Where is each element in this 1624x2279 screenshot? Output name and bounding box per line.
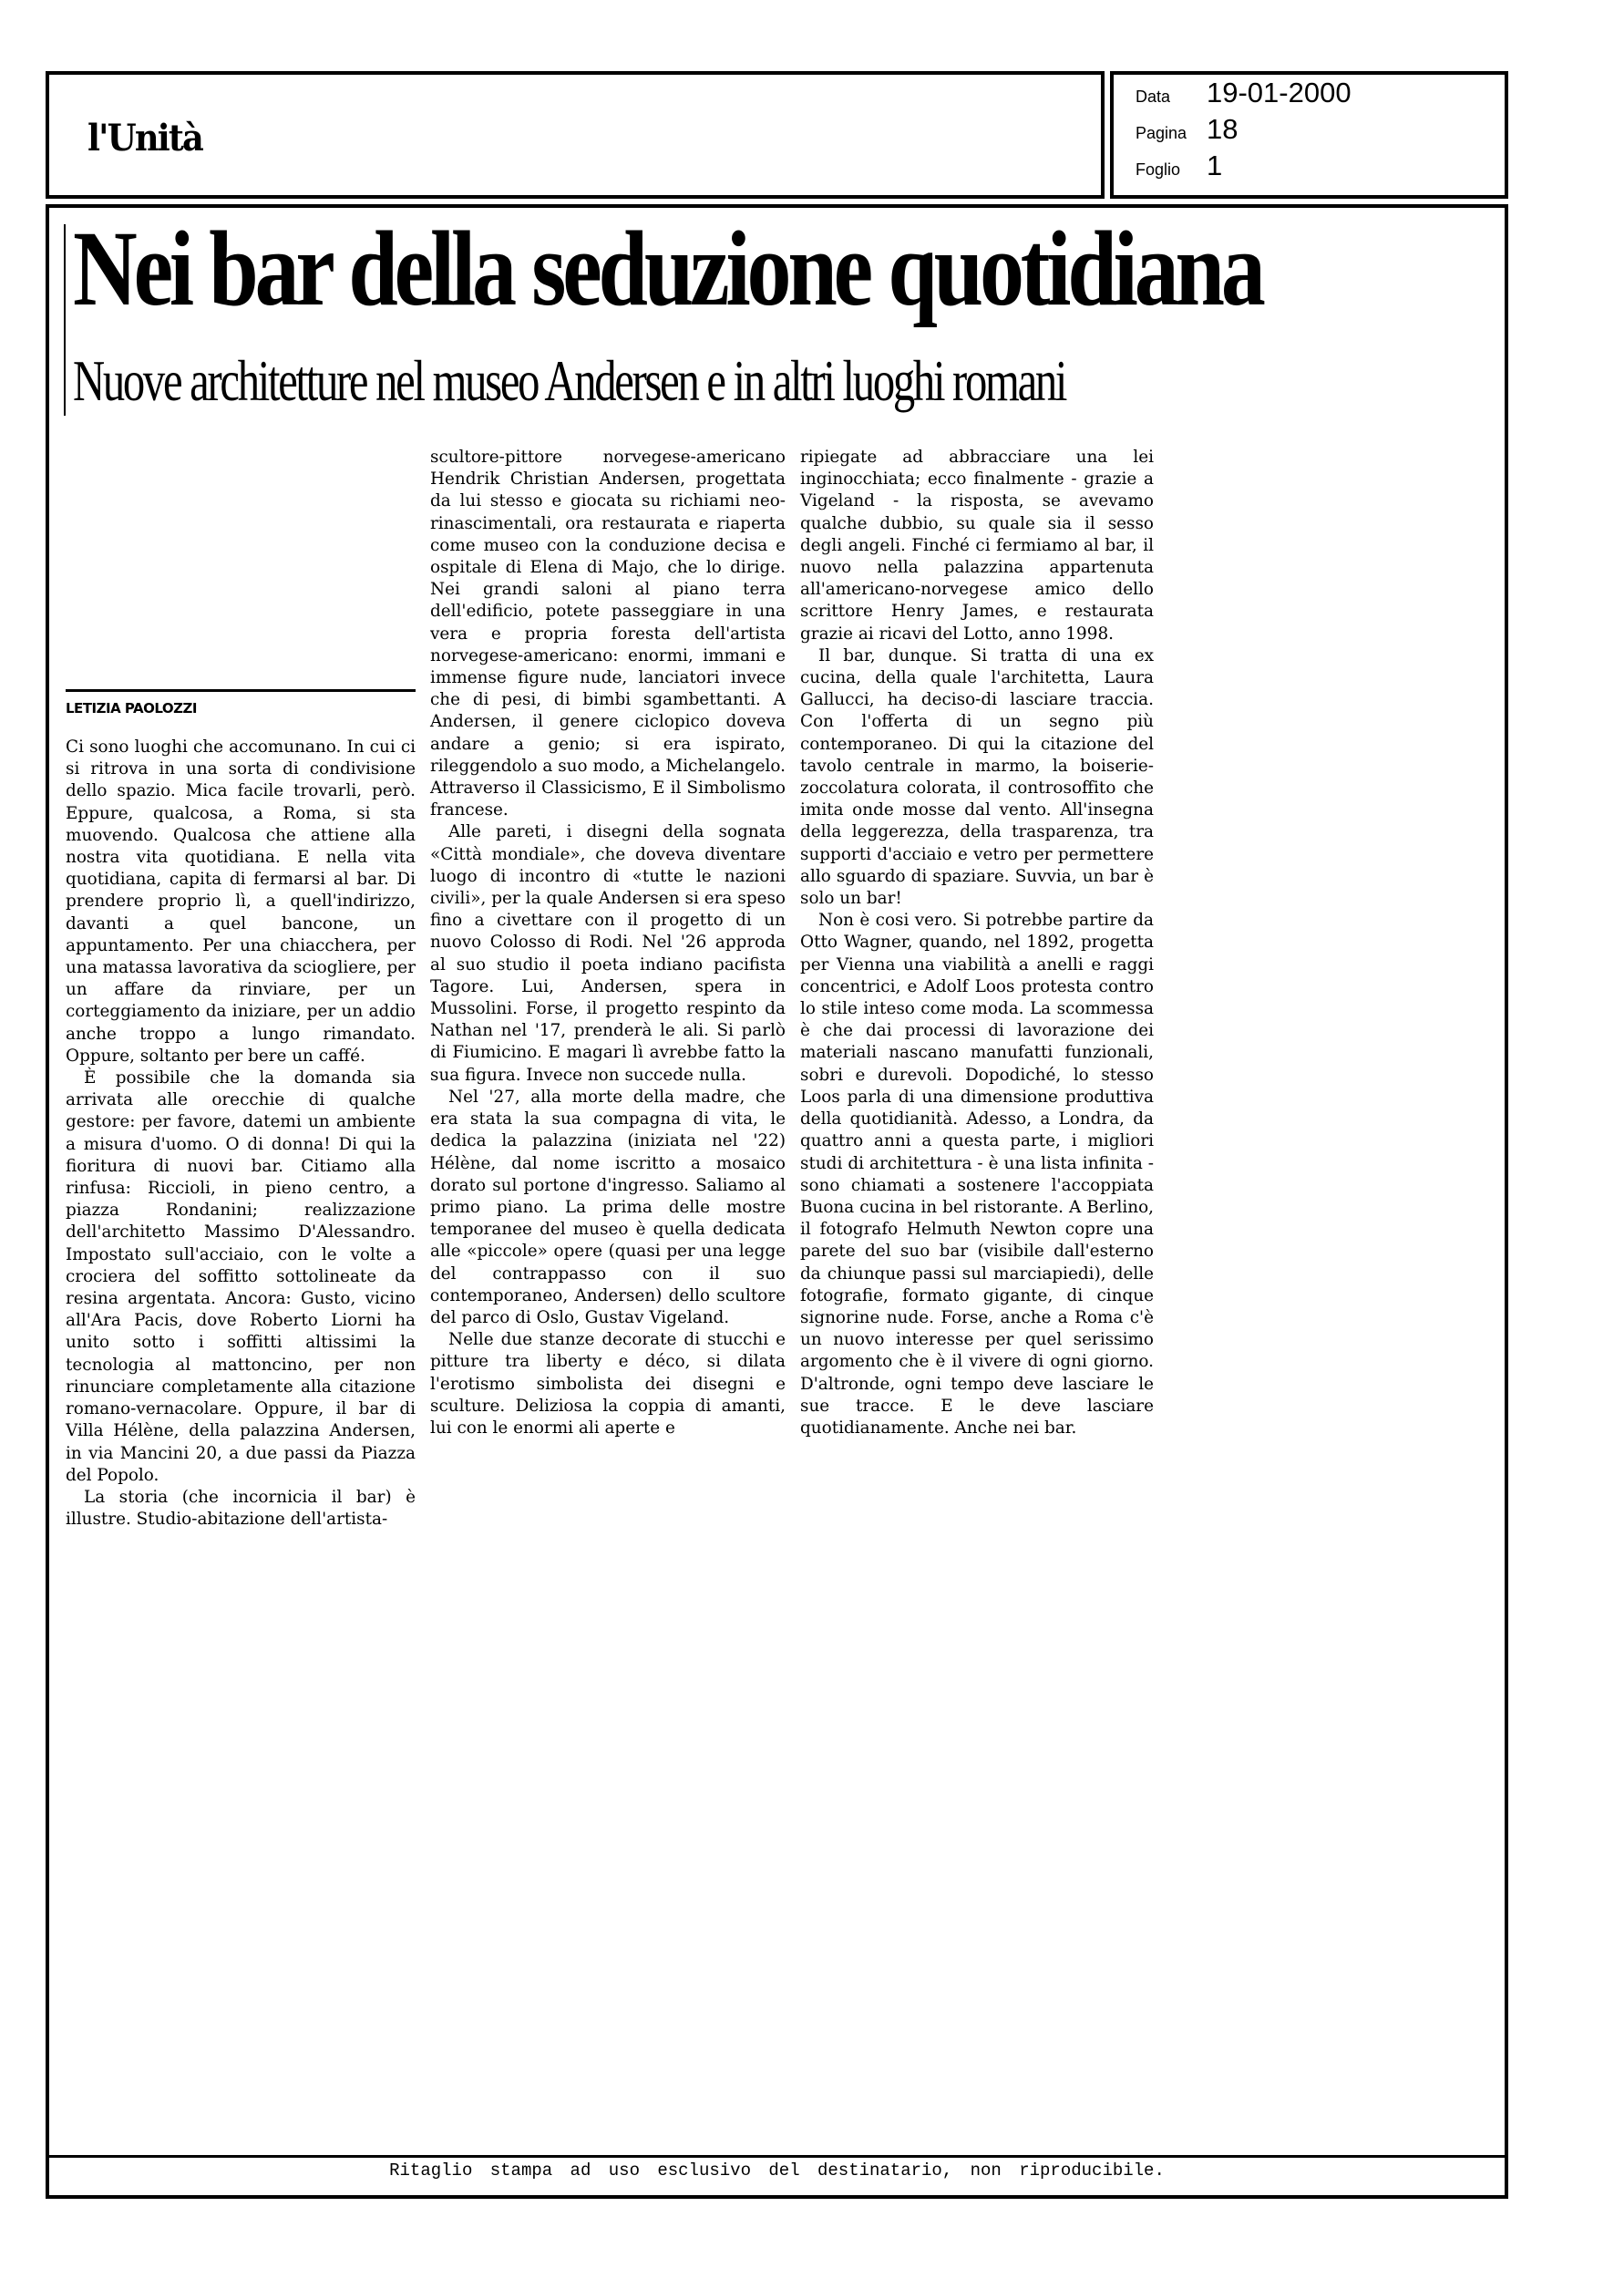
paragraph: ripiegate ad abbracciare una lei inginocchiata; ecco finalmente - grazie a Vigeland - la risposta, se avevamo qualche dubbio, su quale sia il sesso degli angeli. Finché ci fermiamo al bar, il nuovo nella palazzina appartenuta all'americano-norvegese amico dello scrittore Henry James, e restaurata grazie ai ricavi del Lotto, anno 1998.: [800, 448, 1154, 644]
paragraph: Nel '27, alla morte della madre, che era stata la sua compagna di vita, le dedica la palazzina (iniziata nel '22) Hélène, dal nome iscritto a mosaico dorato sul portone d'ingresso. Saliamo al primo piano. La prima delle mostre temporanee del museo è quella dedicata alle «piccole» opere (quasi per una legge del contrappasso con il suo contemporaneo, Andersen) dello scultore del parco di Oslo, Gustav Vigeland.: [430, 1087, 786, 1327]
paragraph: Ci sono luoghi che accomunano. In cui ci si ritrova in una sorta di condivisione dello spazio. Mica facile trovarli, però. Eppure, qualcosa, a Roma, si sta muovendo. Qualcosa che attiene alla nostra vita quotidiana. E nella vita quotidiana, capita di fermarsi al bar. Di prendere proprio lì, a quell'indirizzo, davanti a quel bancone, un appuntamento. Per una chiacchera, per una matassa lavorativa da sciogliere, per un affare da rinviare, per un corteggiamento da iniziare, per un addio anche troppo a lungo rimandato. Oppure, soltanto per bere un caffé.: [66, 737, 416, 1066]
paragraph: Nelle due stanze decorate di stucchi e pitture tra liberty e déco, si dilata l'erotismo simbolista dei disegni e sculture. Deliziosa la coppia di amanti, lui con le enormi ali aperte e: [430, 1330, 786, 1438]
masthead-info-box: [1110, 71, 1508, 199]
sheet-row: [1136, 150, 1222, 182]
article-column-3: [800, 447, 1154, 1439]
paragraph: Il bar, dunque. Si tratta di una ex cucina, della quale l'architetta, Laura Gallucci, ha deciso-di lasciare traccia. Con l'offerta di un segno più contemporaneo. Di qui la citazione del tavolo centrale in marmo, la boiserie-zoccolatura colorata, il controsoffito che imita onde mosse dal vento. All'insegna della leggerezza, della trasparenza, tra supporti d'acciaio e vetro per permettere allo sguardo di spaziare. Suvvia, un bar è solo un bar!: [800, 645, 1154, 909]
paragraph: Alle pareti, i disegni della sognata «Città mondiale», che doveva diventare luogo di incontro di «tutte le nazioni civili», per la quale Andersen si era speso fino a civettare con il progetto di un nuovo Colosso di Rodi. Nel '26 approda al suo studio il poeta indiano pacifista Tagore. Lui, Andersen, spera in Mussolini. Forse, il progetto respinto da Nathan nel '17, prenderà le ali. Si parlò di Fiumicino. E magari lì avrebbe fatto la sua figura. Invece non succede nulla.: [430, 822, 786, 1085]
paragraph: È possibile che la domanda sia arrivata alle orecchie di qualche gestore: per favore, datemi un ambiente a misura d'uomo. O di donna! Di qui la fioritura di nuovi bar. Citiamo alla rinfusa: Riccioli, in pieno centro, a piazza Rondanini; realizzazione dell'architetto Massimo D'Alessandro. Impostato sull'acciaio, con le volte a crociera del soffitto sottolineate da resina argentata. Ancora: Gusto, vicino all'Ara Pacis, dove Roberto Liorni ha unito sotto i soffitti altissimi la tecnologia al mattoncino, per non rinunciare completamente alla citazione romano-vernacolare. Oppure, il bar di Villa Hélène, della palazzina Andersen, in via Mancini 20, a due passi da Piazza del Popolo.: [66, 1068, 416, 1485]
sheet-value: 1: [1207, 150, 1223, 181]
footer-rule: [49, 2155, 1505, 2158]
byline: LETIZIA PAOLOZZI: [66, 700, 197, 717]
page-value: 18: [1207, 113, 1239, 145]
article-clipping: [46, 204, 1508, 2199]
sheet-label: Foglio: [1136, 160, 1181, 179]
date-label: Data: [1136, 88, 1171, 106]
paragraph: Non è cosi vero. Si potrebbe partire da Otto Wagner, quando, nel 1892, progetta per Vienna una viabilità a anelli e raggi concentrici, e Adolf Loos protesta contro lo stile inteso come moda. La scommessa è che dai processi di lavorazione dei materiali nascano manufatti funzionali, sobri e durevoli. Dopodiché, lo stesso Loos parla di una dimensione produttiva della quotidianità. Adesso, a Londra, da quattro anni a questa parte, i migliori studi di architettura - è una lista infinita - sono chiamati a sostenere l'accoppiata Buona cucina in bel ristorante. A Berlino, il fotografo Helmuth Newton copre una parete del suo bar (visibile dall'esterno da chiunque passi sul marciapiedi), delle fotografie, formato gigante, di cinque signorine nude. Forse, anche a Roma c'è un nuovo interesse per quel serissimo argomento che è il vivere di ogni giorno. D'altronde, ogni tempo deve lasciare le sue tracce. E le deve lasciare quotidianamente. Anche nei bar.: [800, 911, 1154, 1438]
article-column-1: [66, 689, 416, 1531]
date-row: [1136, 77, 1352, 109]
subheadline: Nuove architetture nel museo Andersen e in altri luoghi romani: [73, 348, 1066, 413]
masthead-logo-box: [46, 71, 1105, 199]
page-label: Pagina: [1136, 124, 1187, 142]
paragraph: scultore-pittore norvegese-americano Hendrik Christian Andersen, progettata da lui stesso e giocata su richiami neo-rinascimentali, ora restaurata e riaperta come museo con la conduzione decisa e ospitale di Elena di Majo, che lo dirige. Nei grandi saloni al piano terra dell'edificio, potete passeggiare in una vera e propria foresta dell'artista norvegese-americano: enormi, immani e immense figure nude, lanciatori invece che di pesi, di bimbi sgambettanti. A Andersen, il genere ciclopico doveva andare a genio; si era ispirato, rileggendolo a suo modo, a Michelangelo. Attraverso il Classicismo, E il Simbolismo francese.: [430, 448, 786, 820]
headline: Nei bar della seduzione quotidiana: [73, 209, 1262, 328]
newspaper-logo: l'Unità: [87, 117, 203, 160]
margin-rule: [64, 224, 66, 416]
copyright-notice: Ritaglio stampa ad uso esclusivo del destinatario, non riproducibile.: [389, 2160, 1165, 2181]
page-row: [1136, 113, 1238, 146]
date-value: 19-01-2000: [1207, 77, 1352, 108]
paragraph: La storia (che incornicia il bar) è illustre. Studio-abitazione dell'artista-: [66, 1487, 416, 1530]
article-column-2: [430, 447, 786, 1439]
